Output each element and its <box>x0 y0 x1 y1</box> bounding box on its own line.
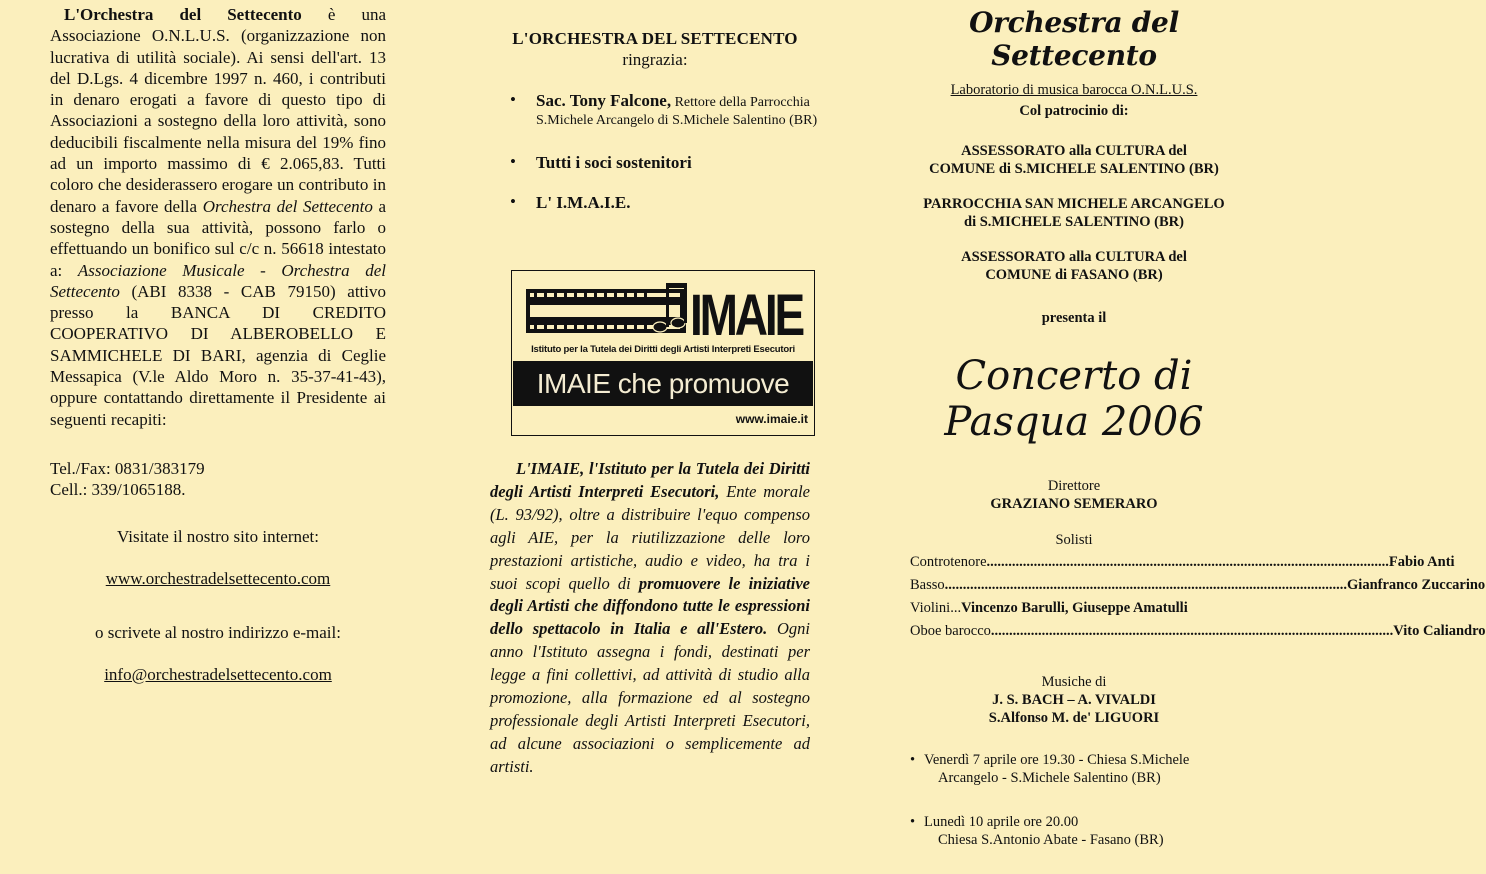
events-list <box>900 751 1248 849</box>
leader-dots <box>991 620 1393 643</box>
composers-line-2 <box>900 709 1248 727</box>
imaie-url[interactable]: www.imaie.it <box>735 412 808 426</box>
donation-paragraph <box>50 4 386 430</box>
director-name <box>900 495 1248 513</box>
orchestra-title: Orchestra del Settecento <box>969 6 1179 72</box>
bullet-icon: • <box>510 152 516 171</box>
concert-title <box>900 353 1248 445</box>
orchestra-subtitle: Laboratorio di musica barocca O.N.L.U.S. <box>950 82 1198 98</box>
director-label: Direttore <box>1047 478 1101 494</box>
thanks-subheading: ringrazia: <box>622 50 688 69</box>
concert-title-line-2: Pasqua 2006 <box>944 399 1204 445</box>
patron-2 <box>900 195 1248 231</box>
phone-fax: Tel./Fax: 0831/383179 <box>50 458 205 478</box>
composers-line-2-text: S.Alfonso M. de' LIGUORI <box>988 710 1160 726</box>
thanks-heading <box>490 28 820 49</box>
leader-dots <box>987 551 1389 574</box>
thanks-list <box>490 92 820 214</box>
bullet-icon: • <box>510 192 516 211</box>
imaie-description-text-2: Ogni anno l'Istituto assegna i fondi, destinati per legge a fini collettivi, ad attività di studio alla promozione, alla formazione ed al sostegno professionale degli Artisti Interpreti Esecutori, ad alcune associazioni o semplicemente ad artisti. <box>490 619 810 776</box>
patron-3-line-1: ASSESSORATO alla CULTURA del <box>961 249 1187 265</box>
thanks-heading-title: L'ORCHESTRA DEL SETTECENTO <box>512 29 798 48</box>
event-2-line-1: Lunedì 10 aprile ore 20.00 <box>924 814 1079 830</box>
soloist-name: Fabio Anti <box>1388 554 1455 570</box>
thanks-item-name: Sac. Tony Falcone, <box>536 91 672 110</box>
patron-3 <box>900 248 1248 284</box>
imaie-description-text-1: Ente morale (L. 93/92), oltre a distribuire l'equo compenso agli AIE, per la riutilizzazione delle loro prestazioni artistiche, audio e video, ha tra i suoi scopi quello di <box>490 481 810 593</box>
imaie-ad-box <box>511 270 815 436</box>
donation-text-2: a sostegno della sua attività, possono farlo o effettuando un bonifico sul c/c n. 56618 intestato a: <box>50 196 386 280</box>
soloist-name: Vito Caliandro <box>1393 623 1486 639</box>
list-item <box>910 620 1486 643</box>
director-name-text: GRAZIANO SEMERARO <box>990 496 1158 512</box>
middle-column <box>490 28 820 776</box>
website-link[interactable]: www.orchestradelsettecento.com <box>105 568 331 588</box>
visit-website-label: Visitate il nostro sito internet: <box>116 526 319 546</box>
music-label: Musiche di <box>1041 674 1107 690</box>
patron-2-line-1: PARROCCHIA SAN MICHELE ARCANGELO <box>923 196 1225 212</box>
patron-1-line-1: ASSESSORATO alla CULTURA del <box>961 143 1187 159</box>
list-item <box>510 154 820 174</box>
right-column <box>900 0 1486 849</box>
orchestra-name-italic: Orchestra del Settecento <box>202 196 373 216</box>
patron-1 <box>900 142 1248 178</box>
imaie-description-emphasis: promuovere le iniziative degli Artisti che diffondono tutte le espressioni dello spettacolo in Italia e all'Estero. <box>490 573 810 639</box>
composers-line-1 <box>900 691 1248 709</box>
list-item <box>910 551 1455 574</box>
leader-dots <box>945 574 1347 597</box>
cellphone: Cell.: 339/1065188. <box>50 480 186 500</box>
account-holder: Associazione Musicale - Orchestra del Settecento <box>50 260 386 301</box>
thanks-item-detail: Rettore della Parrocchia S.Michele Arcangelo di S.Michele Salentino (BR) <box>536 95 818 128</box>
soloist-role: Basso <box>910 577 945 593</box>
patron-3-line-2: COMUNE di FASANO (BR) <box>985 267 1163 283</box>
event-1-line-2: Arcangelo - S.Michele Salentino (BR) <box>938 770 1161 786</box>
list-item <box>910 597 1240 620</box>
bullet-icon: • <box>910 814 916 830</box>
soloist-role: Oboe barocco <box>910 623 991 639</box>
list-item <box>910 751 1248 787</box>
soloist-role: Controtenore <box>910 554 987 570</box>
patron-1-line-2: COMUNE di S.MICHELE SALENTINO (BR) <box>929 161 1219 177</box>
imaie-promo-banner: IMAIE che promuove <box>513 361 813 406</box>
event-1-line-1: Venerdì 7 aprile ore 19.30 - Chiesa S.Michele <box>924 752 1190 768</box>
donation-text-1: è una Associazione O.N.L.U.S. (organizzazione non lucrativa di utilità sociale). Ai sensi dell'art. 13 del D.Lgs. 4 dicembre 1997 n. 460, i contributi in denaro erogati a favore di questo tipo di Associazioni a sostegno della loro attività, sono deducibili fiscalmente nella misura del 19% fino ad un importo massimo di € 2.065,83. Tutti coloro che desiderassero erogare un contributo in denaro a favore della <box>50 5 386 216</box>
soloist-name: Gianfranco Zuccarino <box>1347 577 1486 593</box>
list-item <box>910 574 1486 597</box>
imaie-description <box>490 458 810 779</box>
bullet-icon: • <box>510 90 516 109</box>
left-column <box>50 4 386 685</box>
orchestra-name: L'Orchestra del Settecento <box>64 5 302 24</box>
list-item <box>510 92 820 130</box>
presents-label: presenta il <box>1041 310 1107 326</box>
soloists-label: Solisti <box>1055 532 1093 548</box>
thanks-item-name: L' I.M.A.I.E. <box>536 193 631 212</box>
donation-text-3: (ABI 8338 - CAB 79150) attivo presso la BANCA DI CREDITO COOPERATIVO DI ALBEROBELLO E SAMMICHELE DI BARI, agenzia di Ceglie Messapica (V.le Aldo Moro n. 35-37-41-43), oppure contattando direttamente il Presidente ai seguenti recapiti: <box>50 281 386 429</box>
soloist-role: Violini... <box>910 600 962 616</box>
imaie-description-lead: L'IMAIE, l'Istituto per la Tutela dei Diritti degli Artisti Interpreti Esecutori, <box>490 459 810 501</box>
email-label: o scrivete al nostro indirizzo e-mail: <box>95 622 341 642</box>
composers-line-1-text: J. S. BACH – A. VIVALDI <box>992 692 1156 708</box>
soloists-list <box>900 551 1486 643</box>
event-2-line-2: Chiesa S.Antonio Abate - Fasano (BR) <box>938 832 1164 848</box>
contact-block <box>50 458 386 501</box>
imaie-logo-subtitle: Istituto per la Tutela dei Diritti degli Artisti Interpreti Esecutori <box>531 344 795 355</box>
concert-title-line-1: Concerto di <box>955 353 1193 399</box>
thanks-item-name: Tutti i soci sostenitori <box>536 153 692 172</box>
patronage-label: Col patrocinio di: <box>1019 103 1129 119</box>
list-item <box>910 813 1248 849</box>
imaie-logo <box>526 281 804 348</box>
soloist-name: Vincenzo Barulli, Giuseppe Amatulli <box>961 600 1188 616</box>
imaie-logo-word: IMAIE <box>690 283 804 348</box>
list-item <box>510 194 820 214</box>
patron-2-line-2: di S.MICHELE SALENTINO (BR) <box>964 214 1184 230</box>
bullet-icon: • <box>910 752 916 768</box>
email-link[interactable]: info@orchestradelsettecento.com <box>104 664 332 684</box>
